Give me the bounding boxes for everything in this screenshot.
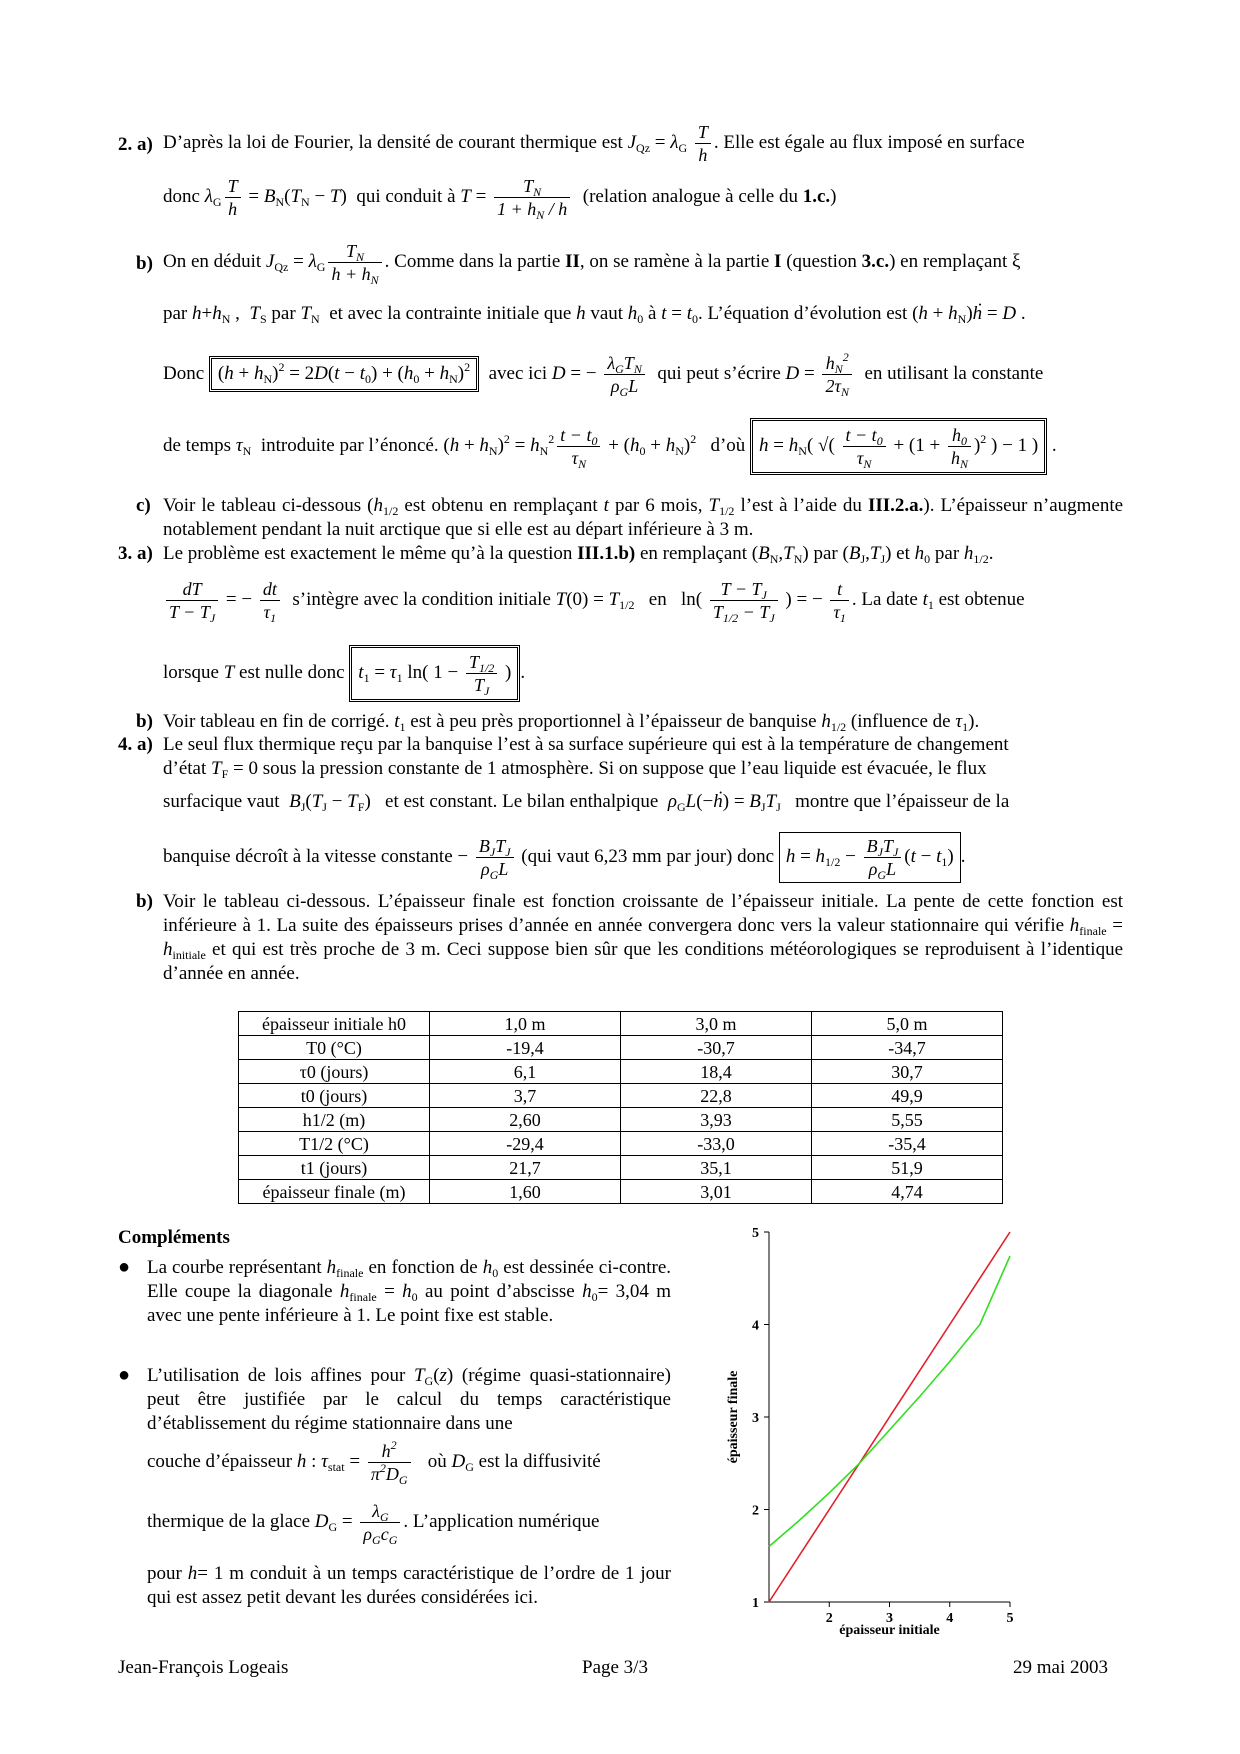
table-row xyxy=(239,1084,1003,1108)
table-cell: 3,93 xyxy=(621,1108,812,1132)
x-tick-label: 3 xyxy=(886,1611,893,1626)
table-cell: 3,01 xyxy=(621,1180,812,1204)
table-cell: 30,7 xyxy=(812,1060,1003,1084)
table-row xyxy=(239,1132,1003,1156)
table-cell: 1,60 xyxy=(430,1180,621,1204)
q2b-line3: Donc $(h + h_N)^2 = 2D(t - t_0) + (h_0 + h_N)^2$ avec ici D = − $\frac{\lambda_GT_N}{\rho_GL}$ qui peut s’écrire D = $\frac{h_N^2}{2\tau_N}$ en utilisant la constante xyxy=(163,350,1044,399)
table-row xyxy=(239,1036,1003,1060)
table-cell: -29,4 xyxy=(430,1132,621,1156)
row-header: épaisseur finale (m) xyxy=(239,1180,430,1204)
q3b-label: b) xyxy=(136,711,153,732)
table-cell: 22,8 xyxy=(621,1084,812,1108)
table-cell: 51,9 xyxy=(812,1156,1003,1180)
q3a-label: 3. a) xyxy=(118,543,153,564)
final-thickness-curve xyxy=(769,1256,1010,1547)
q4a-label: 4. a) xyxy=(118,734,153,755)
x-tick-label: 5 xyxy=(1006,1611,1014,1626)
diagonal-line xyxy=(769,1232,1010,1602)
complements-title: Compléments xyxy=(118,1227,230,1248)
row-header: T1/2 (°C) xyxy=(239,1132,430,1156)
q2a-line2: donc $\lambda_G$ $\frac{T}{h}$ = $B_N(T_N - T)$ qui conduit à T = $\frac{T_N}{1 + h_N / h}$ (relation analogue à celle du 1.c.) xyxy=(163,176,837,222)
x-tick-label: 2 xyxy=(825,1611,833,1626)
q2b-label: b) xyxy=(136,253,153,274)
q3b-text: Voir tableau en fin de corrigé. $t_1$ est à peu près proportionnel à l’épaisseur de banquise $h_{1/2}$ (influence de $\tau_1$). xyxy=(163,711,980,734)
y-axis-label: épaisseur finale xyxy=(726,1370,741,1464)
row-header: h1/2 (m) xyxy=(239,1108,430,1132)
x-tick-label: 4 xyxy=(946,1611,954,1626)
x-axis-label: épaisseur initiale xyxy=(839,1623,940,1638)
y-tick-label: 1 xyxy=(752,1596,759,1611)
row-header: t1 (jours) xyxy=(239,1156,430,1180)
table-row xyxy=(239,1012,1003,1036)
table-cell: 4,74 xyxy=(812,1180,1003,1204)
bullet-2-dot: ● xyxy=(118,1364,131,1386)
boxed-equation-3: $t_1 = \tau_1$ ln( 1 − $\frac{T_{1/2}}{T_J}$ ) xyxy=(349,645,520,702)
y-tick-label: 2 xyxy=(752,1503,759,1519)
results-table-body xyxy=(239,1012,1003,1204)
y-tick-label: 5 xyxy=(752,1226,759,1241)
table-row xyxy=(239,1060,1003,1084)
q2a-line1: D’après la loi de Fourier, la densité de courant thermique est $J_{Qz} = \lambda_G$ $\frac{T}{h}$ . Elle est égale au flux imposé en surface xyxy=(163,122,1025,165)
table-cell: 6,1 xyxy=(430,1060,621,1084)
q4a-line4: banquise décroît à la vitesse constante − $\frac{B_JT_J}{\rho_GL}$ (qui vaut 6,23 mm par jour) donc $h = h_{1/2}$ − $\frac{B_JT_J}{\rho_GL}$ $(t - t_1)$ . xyxy=(163,832,1123,883)
row-header: τ0 (jours) xyxy=(239,1060,430,1084)
table-cell: 18,4 xyxy=(621,1060,812,1084)
table-cell: 3,0 m xyxy=(621,1012,812,1036)
table-cell: 5,0 m xyxy=(812,1012,1003,1036)
bullet-1-dot: ● xyxy=(118,1256,131,1278)
footer-author: Jean-François Logeais xyxy=(118,1657,289,1678)
q2b-line1: On en déduit $J_{Qz} = \lambda_G$ $\frac{T_N}{h + h_N}$ . Comme dans la partie II, on se ramène à la partie I (question 3.c.) en remplaçant ξ xyxy=(163,241,1021,287)
complement-1: La courbe représentant $h_{finale}$ en fonction de $h_0$ est dessinée ci-contre. Elle coupe la diagonale $h_{finale} = h_0$ au point d’abscisse $h_0= 3,04$ m avec une pente inférieure à 1. Le point fixe est stable. xyxy=(147,1257,672,1326)
table-cell: 21,7 xyxy=(430,1156,621,1180)
table-cell: -30,7 xyxy=(621,1036,812,1060)
row-header: t0 (jours) xyxy=(239,1084,430,1108)
results-table xyxy=(238,1011,1003,1204)
y-tick-label: 4 xyxy=(752,1318,759,1334)
boxed-equation-2: $h = h_N$( √( $\frac{t - t_0}{\tau_N}$ + (1 + $\frac{h_0}{h_N}$ )$^2$ ) − 1 ) xyxy=(750,418,1047,475)
complement-2-formula-2: thermique de la glace $D_G$ = $\frac{\lambda_G}{\rho_Gc_G}$ . L’application numérique xyxy=(147,1501,600,1547)
footer-page: Page 3/3 xyxy=(582,1657,648,1678)
y-tick-label: 3 xyxy=(752,1411,759,1426)
q4b-label: b) xyxy=(136,891,153,912)
thickness-chart xyxy=(720,1210,1160,1638)
table-row xyxy=(239,1108,1003,1132)
table-cell: -33,0 xyxy=(621,1132,812,1156)
q4a-line2: d’état $T_F = 0$ sous la pression constante de 1 atmosphère. Si on suppose que l’eau liquide est évacuée, le flux xyxy=(163,758,987,781)
table-cell: 35,1 xyxy=(621,1156,812,1180)
boxed-equation-4: $h = h_{1/2}$ − $\frac{B_JT_J}{\rho_GL}$ $(t - t_1)$ xyxy=(779,832,961,883)
boxed-equation-1: $(h + h_N)^2 = 2D(t - t_0) + (h_0 + h_N)^2$ xyxy=(209,356,479,392)
row-header: épaisseur initiale h0 xyxy=(239,1012,430,1036)
q2a-label: 2. a) xyxy=(118,134,153,155)
footer-date: 29 mai 2003 xyxy=(1013,1657,1108,1678)
table-cell: 1,0 m xyxy=(430,1012,621,1036)
row-header: T0 (°C) xyxy=(239,1036,430,1060)
complement-2: L’utilisation de lois affines pour $T_G(z)$ (régime quasi-stationnaire) peut être justifiée par le calcul du temps caractéristique d’établissement du régime stationnaire dans une xyxy=(147,1365,671,1434)
q4a-line3: surfacique vaut $B_J(T_J - T_F)$ et est constant. Le bilan enthalpique $\rho_GL(-ḣ) = B_JT_J$ montre que l’épaisseur de la xyxy=(163,791,1010,814)
q3a-line3: lorsque T est nulle donc $t_1 = \tau_1$ ln( 1 − $\frac{T_{1/2}}{T_J}$ ) . xyxy=(163,645,1123,702)
table-cell: -34,7 xyxy=(812,1036,1003,1060)
q2c-label: c) xyxy=(136,495,151,516)
q2b-line2: par $h+h_N$ , $T_S$ par $T_N$ et avec la contrainte initiale que h vaut $h_0$ à $t = t_0$. L’équation d’évolution est $(h + h_N)ḣ = D$ . xyxy=(163,303,1026,326)
complement-2-end: pour h= 1 m conduit à un temps caractéristique de l’ordre de 1 jour qui est assez petit devant les durées considérées ici. xyxy=(147,1563,672,1608)
q2c-text: Voir le tableau ci-dessous ($h_{1/2}$ est obtenu en remplaçant t par 6 mois, $T_{1/2}$ l’est à l’aide du III.2.a.). L’épaisseur n’augmente notablement pendant la nuit arctique que si elle est au départ inférieure à 3 m. xyxy=(163,495,1124,540)
table-cell: -19,4 xyxy=(430,1036,621,1060)
q4a-line1: Le seul flux thermique reçu par la banquise l’est à sa surface supérieure qui est à la température de changement xyxy=(163,734,1009,755)
q3a-line2: $\frac{dT}{T - T_J}$ = − $\frac{dt}{\tau_1}$ s’intègre avec la condition initiale $T(0) = T_{1/2}$ en ln( $\frac{T - T_J}{T_{1/2} - T_J}$ ) = − $\frac{t}{\tau_1}$ . La date $t_1$ est obtenue xyxy=(163,578,1123,623)
table-cell: 5,55 xyxy=(812,1108,1003,1132)
q2b-line4: de temps $\tau_N$ introduite par l’énoncé. $(h + h_N)^2 = h_N^2$ $\frac{t - t_0}{\tau_N}$ + $(h_0 + h_N)^2$ d’où $h = h_N$( √( $\frac{t - t_0}{\tau_N}$ + (1 + $\frac{h_0}{h_N}$ )$^2$ ) − 1 ) . xyxy=(163,418,1123,475)
table-row xyxy=(239,1180,1003,1204)
table-cell: 49,9 xyxy=(812,1084,1003,1108)
q3a-line1: Le problème est exactement le même qu’à la question III.1.b) en remplaçant $(B_N,T_N)$ par $(B_J,T_J)$ et $h_0$ par $h_{1/2}$. xyxy=(163,543,994,566)
table-row xyxy=(239,1156,1003,1180)
table-cell: -35,4 xyxy=(812,1132,1003,1156)
q4b-text: Voir le tableau ci-dessous. L’épaisseur finale est fonction croissante de l’épaisseur initiale. La pente de cette fonction est inférieure à 1. La suite des épaisseurs prises d’année en année convergera donc vers la valeur stationnaire qui vérifie $h_{finale} = h_{initiale}$ et qui est très proche de 3 m. Ceci suppose bien sûr que les conditions météorologiques se reproduisent à l’identique d’année en année. xyxy=(163,891,1124,984)
table-cell: 3,7 xyxy=(430,1084,621,1108)
table-cell: 2,60 xyxy=(430,1108,621,1132)
complement-2-formula-1: couche d’épaisseur h : $\tau_{stat}$ = $\frac{h^2}{\pi^2D_G}$ où $D_G$ est la diffusivité xyxy=(147,1438,601,1487)
